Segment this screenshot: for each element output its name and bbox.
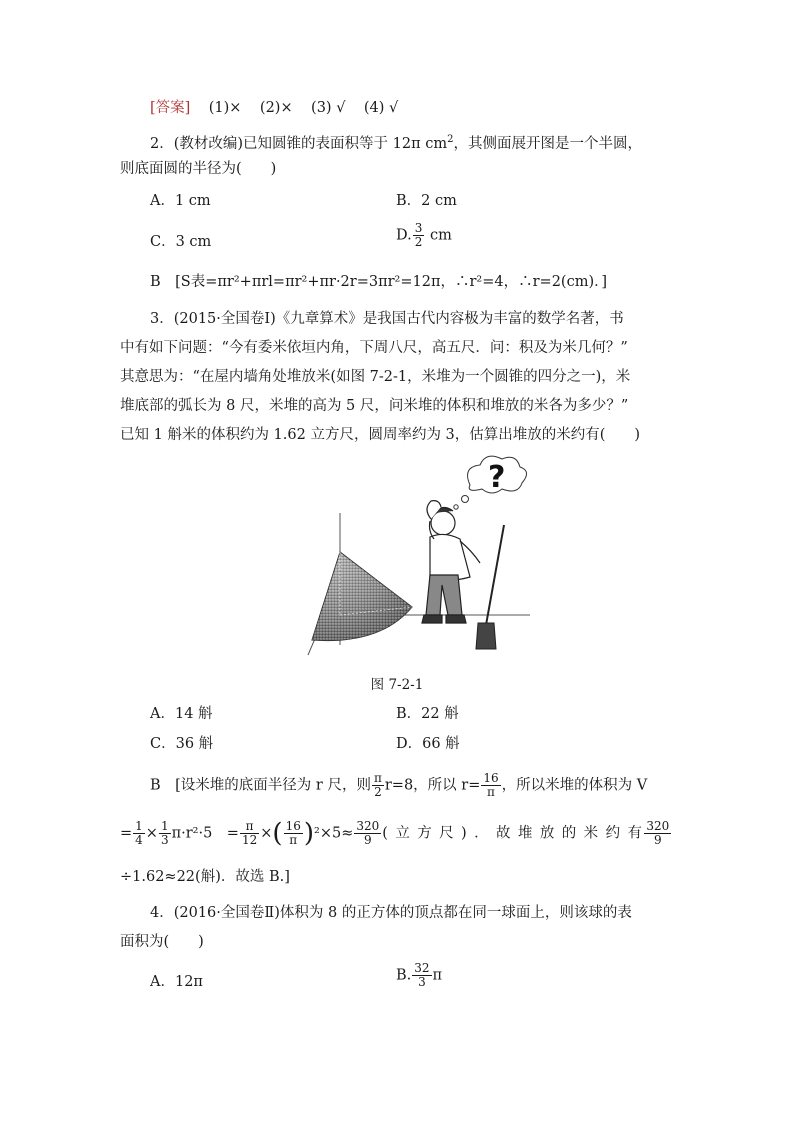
frac-num: 1 [135, 819, 143, 833]
sol-text: × [145, 825, 158, 842]
shovel-blade [476, 623, 496, 649]
frac-den: 4 [135, 833, 143, 847]
thought-bubble-small [462, 496, 469, 503]
q4-option-b [396, 962, 442, 989]
q2-option-d-fraction [413, 222, 425, 249]
q3-solution-line3: ÷1.62≈22(斛)．故选 B.] [120, 869, 290, 885]
answer-item-1: (1)× [208, 100, 242, 116]
answer-item-4: (4) √ [363, 100, 399, 116]
sol-fraction [372, 772, 384, 799]
frac-num: 3 [414, 221, 423, 235]
q3-line1: 3．(2015·全国卷Ⅰ)《九章算术》是我国古代内容极为丰富的数学名著，书 [150, 311, 624, 327]
answer-tag: [答案] [150, 100, 191, 116]
q4-option-b-fraction [412, 962, 431, 989]
sol-fraction [354, 820, 381, 847]
frac-num: 1 [160, 819, 169, 833]
frac-den: 9 [363, 833, 372, 847]
frac-den: 2 [414, 235, 423, 249]
q4-line1: 4．(2016·全国卷Ⅱ)体积为 8 的正方体的顶点都在同一球面上，则该球的表 [150, 905, 632, 921]
frac-den: 3 [160, 833, 169, 847]
q2-option-d-prefix: D. [396, 227, 412, 244]
sol-text: × [260, 825, 273, 842]
sol-fraction [133, 820, 145, 847]
answer-line [150, 97, 398, 119]
frac-num: 32 [414, 961, 430, 975]
frac-den: 9 [654, 833, 662, 847]
q3-line2: 中有如下问题：“今有委米依垣内角，下周八尺，高五尺．问：积及为米几何？” [120, 340, 628, 356]
q2-stem-part-b: ，其侧面展开图是一个半圆， [453, 135, 642, 152]
frac-num: π [373, 771, 382, 785]
q2-stem-line2: 则底面圆的半径为( ) [120, 161, 277, 177]
answer-item-3: (3) √ [311, 100, 346, 116]
q3-line4: 堆底部的弧长为 8 尺，米堆的高为 5 尺，问米堆的体积和堆放的米各为多少？” [120, 398, 629, 414]
frac-num: π [240, 820, 259, 834]
q2-option-d-suffix: cm [425, 227, 452, 244]
q3-option-a: A．14 斛 [150, 706, 213, 722]
frac-den: π [487, 785, 495, 799]
frac-num: 320 [356, 819, 380, 833]
ancient-person [422, 501, 480, 623]
q2-option-b: B．2 cm [396, 193, 457, 209]
frac-den: 12 [241, 833, 258, 847]
q4-option-b-suffix: π [432, 967, 443, 984]
q2-option-d [396, 222, 452, 249]
q4-line2: 面积为( ) [120, 934, 204, 950]
frac-den: π [289, 833, 298, 847]
frac-num: 320 [646, 819, 670, 833]
q3-solution-line2 [120, 820, 672, 847]
q3-option-b: B．22 斛 [396, 706, 459, 722]
sol-text: ，所以米堆的体积为 V [501, 777, 648, 794]
q3-line3: 其意思为：“在屋内墙角处堆放米(如图 7-2-1，米堆为一个圆锥的四分之一)，米 [120, 369, 631, 385]
q3-option-c: C．36 斛 [150, 736, 214, 752]
sol-text: π·r²·5 = [171, 825, 239, 842]
sol-fraction [284, 820, 303, 847]
sol-text: r=8，所以 r= [384, 777, 481, 794]
shovel-handle [486, 525, 504, 625]
q2-sup: 2 [447, 134, 454, 145]
q3-option-d: D．66 斛 [396, 736, 460, 752]
q2-option-a: A．1 cm [150, 193, 211, 209]
rice-pile-texture [312, 552, 412, 641]
left-paren: ( [272, 818, 283, 849]
frac-num: 16 [285, 819, 301, 833]
q3-solution-line1 [150, 772, 647, 799]
q4-option-a: A．12π [150, 974, 203, 990]
q2-option-c: C．3 cm [150, 234, 212, 250]
frac-num: 16 [483, 771, 499, 785]
sol-text: ²×5≈ [314, 825, 354, 842]
answer-item-2: (2)× [259, 100, 293, 116]
q2-solution: B [S表=πr²+πrl=πr²+πr·2r=3πr²=12π，∴r²=4，∴r=2(cm)．] [150, 274, 608, 290]
sol-fraction [240, 820, 259, 847]
sol-fraction [481, 772, 500, 799]
frac-den: 2 [374, 785, 382, 799]
sol-fraction [644, 820, 671, 847]
q2-stem-part-a: 2．(教材改编)已知圆锥的表面积等于 12π cm [150, 135, 448, 152]
sol-text: = [120, 825, 133, 842]
sol-text: ( 立 方 尺 ) ． 故 堆 放 的 米 约 有 [382, 825, 644, 842]
right-paren: ) [303, 818, 314, 849]
figure-caption: 图 7-2-1 [370, 677, 424, 693]
sol-text: B [设米堆的底面半径为 r 尺，则 [150, 777, 371, 794]
figure-rice-pile [290, 455, 550, 665]
q3-line5: 已知 1 斛米的体积约为 1.62 立方尺，圆周率约为 3，估算出堆放的米约有( ) [120, 427, 641, 443]
q4-option-b-prefix: B. [396, 967, 412, 984]
thought-bubble-tiny [454, 505, 458, 509]
q2-stem-line1 [150, 129, 642, 155]
question-mark: ? [488, 460, 506, 495]
frac-den: 3 [418, 975, 426, 989]
sol-fraction [159, 820, 171, 847]
